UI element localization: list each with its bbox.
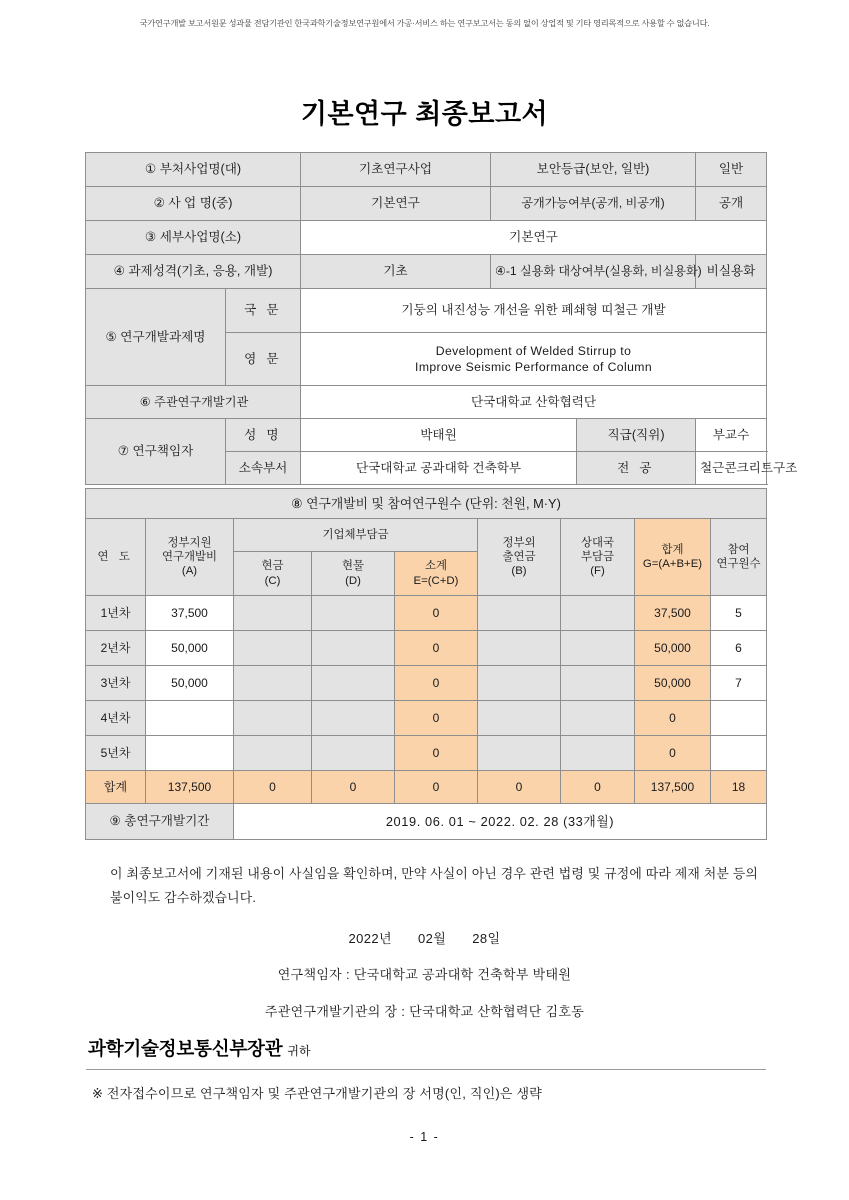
security-grade-value: 일반 (696, 153, 767, 187)
total-partner: 0 (561, 771, 635, 804)
addressee (88, 1035, 311, 1061)
table-row (86, 221, 767, 255)
signature-institution-head: 주관연구개발기관의 장 : 단국대학교 산학협력단 김호동 (264, 1004, 585, 1019)
confirmation-statement: 이 최종보고서에 기재된 내용이 사실임을 확인하며, 만약 사실이 아닌 경우 관련 법령 및 규정에 따라 제재 처분 등의 불이익도 감수하겠습니다. (110, 866, 758, 905)
col-nongov-fund: 정부외 출연금 (B) (478, 519, 561, 596)
task-type-label: ④ 과제성격(기초, 응용, 개발) (86, 255, 301, 289)
cell-subtotal: 0 (395, 666, 478, 701)
pi-position-value: 부교수 (696, 419, 767, 452)
program-name-value: 기본연구 (301, 187, 491, 221)
cell-nongov (478, 736, 561, 771)
table-total-row (86, 771, 767, 804)
table-row (86, 736, 767, 771)
cell-nongov (478, 701, 561, 736)
pi-department-value: 단국대학교 공과대학 건축학부 (301, 452, 577, 485)
principal-investigator-label: ⑦ 연구책임자 (86, 419, 226, 485)
signature-date (0, 928, 849, 947)
total-nongov: 0 (478, 771, 561, 804)
table-row (86, 153, 767, 187)
cell-inkind (312, 736, 395, 771)
korean-title-value: 기둥의 내진성능 개선을 위한 폐쇄형 띠철근 개발 (301, 289, 767, 333)
english-title-line-1: Development of Welded Stirrup to (435, 343, 632, 358)
cell-nongov (478, 631, 561, 666)
row-year-label: 4년차 (86, 701, 146, 736)
cell-inkind (312, 666, 395, 701)
english-title-line-2: Improve Seismic Performance of Column (415, 360, 652, 374)
cell-subtotal: 0 (395, 736, 478, 771)
cell-grand-total: 50,000 (635, 666, 711, 701)
col-partner-contribution: 상대국 부담금 (F) (561, 519, 635, 596)
total-inkind: 0 (312, 771, 395, 804)
col-gov-fund: 정부지원 연구개발비 (A) (146, 519, 234, 596)
cell-grand-total: 37,500 (635, 596, 711, 631)
cell-subtotal: 0 (395, 631, 478, 666)
cell-cash (234, 596, 312, 631)
cell-subtotal: 0 (395, 701, 478, 736)
total-grand-total: 137,500 (635, 771, 711, 804)
cell-gov-fund (146, 736, 234, 771)
project-title-label: ⑤ 연구개발과제명 (86, 289, 226, 386)
cell-gov-fund (146, 701, 234, 736)
detail-program-label: ③ 세부사업명(소) (86, 221, 301, 255)
lead-institution-label: ⑥ 주관연구개발기관 (86, 386, 301, 419)
table-row (86, 701, 767, 736)
cell-inkind (312, 701, 395, 736)
cell-researcher-count: 5 (711, 596, 767, 631)
cell-subtotal: 0 (395, 596, 478, 631)
cell-partner (561, 666, 635, 701)
page-number: - 1 - (409, 1130, 440, 1144)
row-year-label: 2년차 (86, 631, 146, 666)
col-year: 연 도 (86, 519, 146, 596)
research-period-label: ⑨ 총연구개발기간 (86, 804, 234, 840)
cell-partner (561, 701, 635, 736)
cell-gov-fund: 50,000 (146, 631, 234, 666)
english-title-label: 영 문 (226, 333, 301, 386)
cell-gov-fund: 50,000 (146, 666, 234, 701)
cell-cash (234, 666, 312, 701)
horizontal-divider (86, 1069, 766, 1070)
signature-year: 2022년 (348, 931, 393, 946)
col-grand-total: 합계 G=(A+B+E) (635, 519, 711, 596)
research-period-value: 2019. 06. 01 ~ 2022. 02. 28 (33개월) (234, 804, 767, 840)
cell-partner (561, 736, 635, 771)
addressee-name: 과학기술정보통신부장관 (88, 1038, 283, 1059)
pi-name-value: 박태원 (301, 419, 577, 452)
lead-institution-value: 단국대학교 산학협력단 (301, 386, 767, 419)
cell-grand-total: 50,000 (635, 631, 711, 666)
disclosure-value: 공개 (696, 187, 767, 221)
cell-gov-fund: 37,500 (146, 596, 234, 631)
col-company-contribution-group: 기업체부담금 (234, 519, 478, 552)
project-info-table (85, 152, 798, 485)
cell-nongov (478, 666, 561, 701)
table-row (86, 666, 767, 701)
col-researcher-count: 참여 연구원수 (711, 519, 767, 596)
total-researcher-count: 18 (711, 771, 767, 804)
security-grade-label: 보안등급(보안, 일반) (491, 153, 696, 187)
cell-grand-total: 0 (635, 701, 711, 736)
cell-grand-total: 0 (635, 736, 711, 771)
table-row (86, 289, 767, 333)
cell-researcher-count (711, 736, 767, 771)
english-title-value (301, 333, 767, 386)
program-name-label: ② 사 업 명(중) (86, 187, 301, 221)
pi-position-label: 직급(직위) (577, 419, 696, 452)
row-total-label: 합계 (86, 771, 146, 804)
table-row (86, 255, 767, 289)
commercialization-value: 비실용화 (696, 255, 767, 289)
col-subtotal: 소계 E=(C+D) (395, 552, 478, 596)
pi-major-value: 철근콘크리트구조 (696, 452, 767, 485)
table-row (86, 386, 767, 419)
row-year-label: 1년차 (86, 596, 146, 631)
addressee-suffix: 귀하 (287, 1044, 311, 1058)
cell-cash (234, 631, 312, 666)
table-row (86, 804, 767, 840)
table-row (86, 187, 767, 221)
pi-major-label: 전 공 (577, 452, 696, 485)
copyright-notice: 국가연구개발 보고서원문 성과물 전담기관인 한국과학기술정보연구원에서 가공·서비스 하는 연구보고서는 동의 없이 상업적 및 기타 영리목적으로 사용할 수 없습니다. (139, 19, 710, 28)
table-row (86, 596, 767, 631)
table-row (86, 631, 767, 666)
cell-researcher-count (711, 701, 767, 736)
total-gov-fund: 137,500 (146, 771, 234, 804)
table-header-row (86, 519, 767, 552)
table-row (86, 419, 767, 452)
pi-name-label: 성 명 (226, 419, 301, 452)
signature-month: 02월 (418, 931, 447, 946)
cell-partner (561, 596, 635, 631)
commercialization-label: ④-1 실용화 대상여부(실용화, 비실용화) (491, 255, 696, 289)
task-type-value: 기초 (301, 255, 491, 289)
signature-principal-investigator: 연구책임자 : 단국대학교 공과대학 건축학부 박태원 (277, 967, 572, 982)
cell-partner (561, 631, 635, 666)
detail-program-value: 기본연구 (301, 221, 767, 255)
col-inkind: 현물 (D) (312, 552, 395, 596)
row-year-label: 3년차 (86, 666, 146, 701)
cell-researcher-count: 7 (711, 666, 767, 701)
ministry-program-label: ① 부처사업명(대) (86, 153, 301, 187)
cell-cash (234, 736, 312, 771)
page-title: 기본연구 최종보고서 (300, 99, 549, 129)
cell-inkind (312, 631, 395, 666)
disclosure-label: 공개가능여부(공개, 비공개) (491, 187, 696, 221)
col-cash: 현금 (C) (234, 552, 312, 596)
budget-table (85, 488, 767, 840)
row-year-label: 5년차 (86, 736, 146, 771)
cell-researcher-count: 6 (711, 631, 767, 666)
table-row (86, 489, 767, 519)
total-cash: 0 (234, 771, 312, 804)
ministry-program-value: 기초연구사업 (301, 153, 491, 187)
signature-day: 28일 (472, 931, 501, 946)
total-subtotal: 0 (395, 771, 478, 804)
cell-inkind (312, 596, 395, 631)
cell-cash (234, 701, 312, 736)
cell-nongov (478, 596, 561, 631)
pi-department-label: 소속부서 (226, 452, 301, 485)
korean-title-label: 국 문 (226, 289, 301, 333)
signature-omission-note: ※ 전자접수이므로 연구책임자 및 주관연구개발기관의 장 서명(인, 직인)은 생략 (92, 1086, 542, 1101)
budget-caption: ⑧ 연구개발비 및 참여연구원수 (단위: 천원, M·Y) (86, 489, 767, 519)
